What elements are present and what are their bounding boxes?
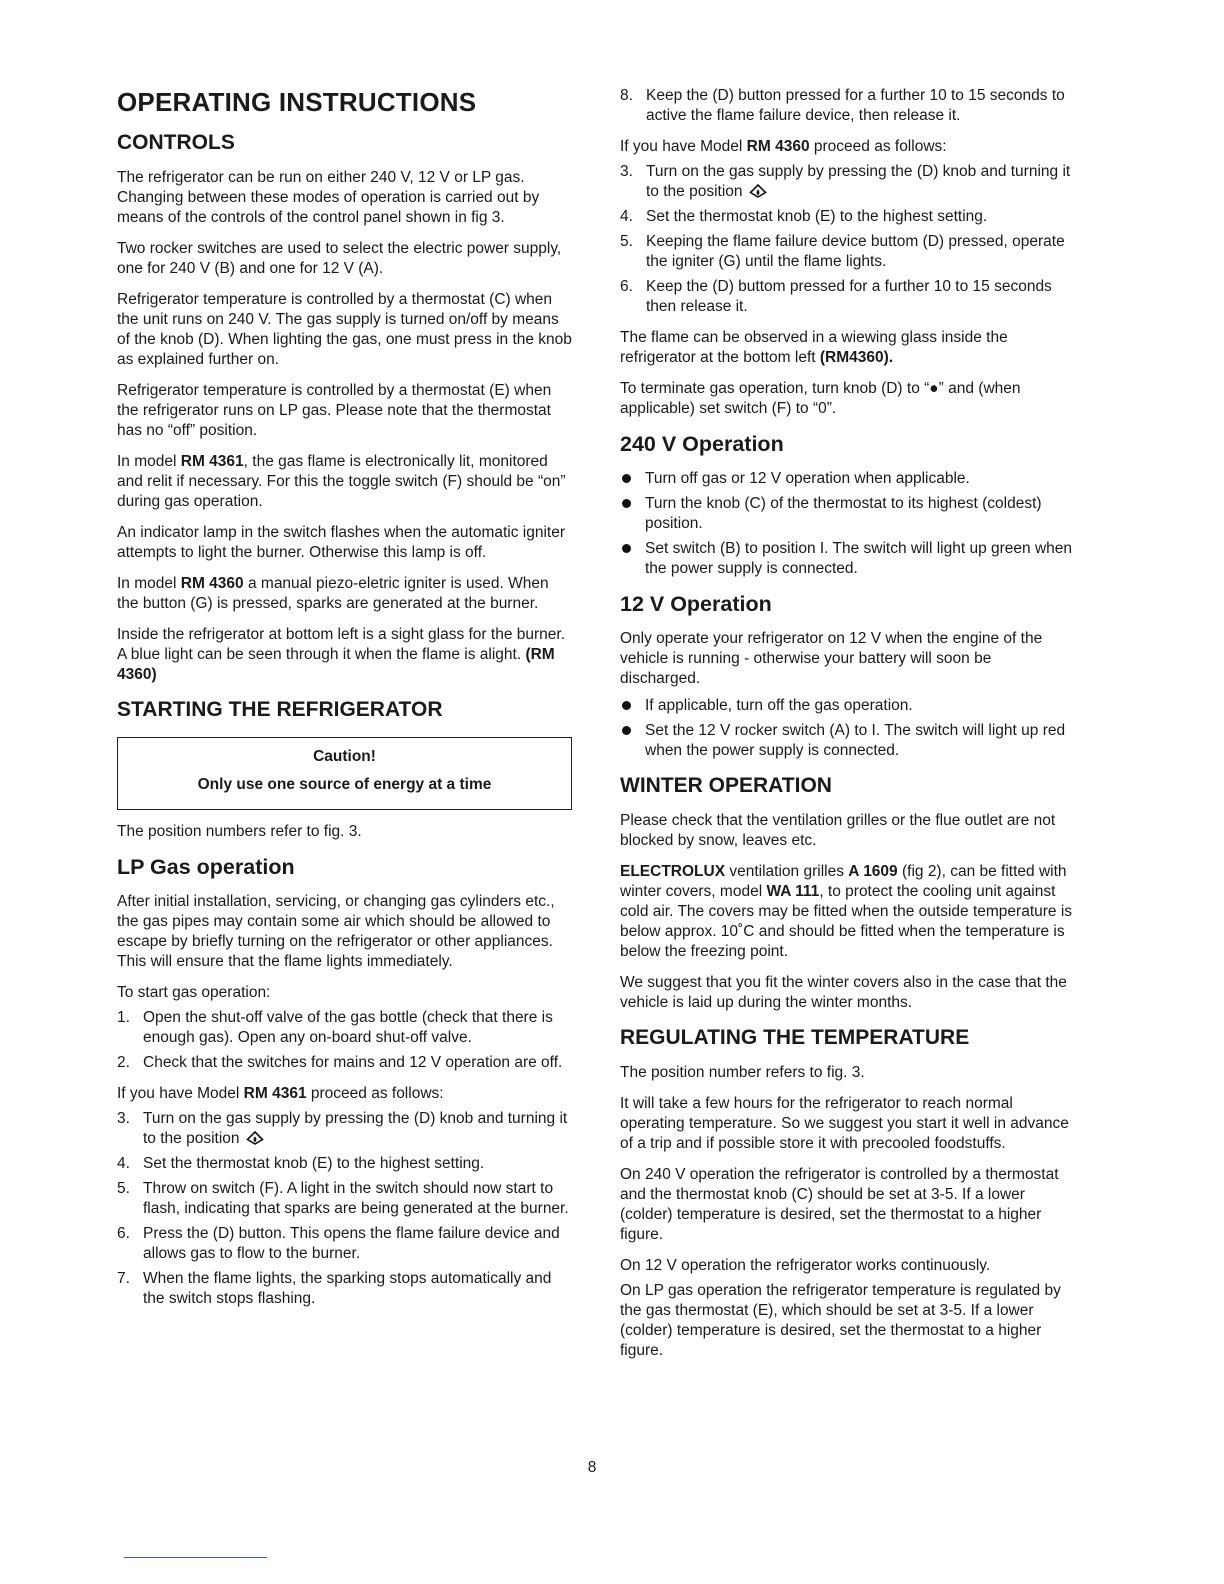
op-12v-heading: 12 V Operation xyxy=(620,592,772,616)
lp-gas-heading: LP Gas operation xyxy=(117,855,295,879)
flame-symbol-icon xyxy=(246,1131,264,1145)
list-item: 6. Press the (D) button. This opens the flame failure device and allows gas to flow to the burner. xyxy=(117,1225,560,1262)
list-item: Turn the knob (C) of the thermostat to its highest (coldest) position. xyxy=(620,494,1075,534)
page-number: 8 xyxy=(587,1459,597,1476)
lp-steps-list xyxy=(117,1008,572,1073)
controls-paragraph: Two rocker switches are used to select the electric power supply, one for 240 V (B) and one for 12 V (A). xyxy=(117,240,562,277)
winter-paragraph: ELECTROLUX ventilation grilles A 1609 (fig 2), can be fitted with winter covers, model WA 111, to protect the cooling unit against cold air. The covers may be fitted when the outside temperature is below approx. 10˚C and should be fitted when the temperature is below the freezing point. xyxy=(620,863,1073,960)
list-item: 3. Turn on the gas supply by pressing the (D) knob and turning it to the position xyxy=(117,1110,568,1147)
list-item: 7. When the flame lights, the sparking stops automatically and the switch stops flashing. xyxy=(117,1270,552,1307)
regulating-paragraph: It will take a few hours for the refrigerator to reach normal operating temperature. So we suggest you start it well in advance of a trip and if possible store it with precooled foodstuffs. xyxy=(620,1095,1069,1152)
caution-title: Caution! xyxy=(313,748,376,765)
op-240v-bullets xyxy=(620,469,1075,579)
controls-paragraph: In model RM 4360 a manual piezo-eletric igniter is used. When the button (G) is pressed, sparks are generated at the burner. xyxy=(117,575,549,612)
controls-paragraph: The refrigerator can be run on either 240 V, 12 V or LP gas. Changing between these modes of operation is carried out by means of the controls of the control panel shown in fig 3. xyxy=(117,169,540,226)
flame-symbol-icon xyxy=(749,184,767,198)
footer-rule xyxy=(124,1557,267,1558)
controls-paragraph: In model RM 4361, the gas flame is electronically lit, monitored and relit if necessary. For this the toggle switch (F) should be “on” during gas operation. xyxy=(117,453,566,510)
right-column xyxy=(620,86,1075,1372)
list-item: 6. Keep the (D) buttom pressed for a further 10 to 15 seconds then release it. xyxy=(620,278,1052,315)
starting-heading: STARTING THE REFRIGERATOR xyxy=(117,698,443,721)
regulating-paragraph: On 12 V operation the refrigerator works continuously. xyxy=(620,1257,991,1274)
regulating-paragraph: The position number refers to fig. 3. xyxy=(620,1064,865,1081)
list-item: 1. Open the shut-off valve of the gas bottle (check that there is enough gas). Open any on-board shut-off valve. xyxy=(117,1009,553,1046)
list-item: 3. Turn on the gas supply by pressing the (D) knob and turning it to the position xyxy=(620,163,1071,200)
model-4361-intro: If you have Model RM 4361 proceed as follows: xyxy=(117,1085,444,1102)
regulating-heading: REGULATING THE TEMPERATURE xyxy=(620,1026,970,1049)
op-240v-heading: 240 V Operation xyxy=(620,432,784,456)
winter-paragraph: We suggest that you fit the winter covers also in the case that the vehicle is laid up during the winter months. xyxy=(620,974,1067,1011)
list-item: Turn off gas or 12 V operation when applicable. xyxy=(620,469,1075,489)
regulating-paragraph: On 240 V operation the refrigerator is controlled by a thermostat and the thermostat knob (C) should be set at 3-5. If a lower (colder) temperature is desired, set the thermostat to a higher figure. xyxy=(620,1166,1059,1243)
list-item: 4. Set the thermostat knob (E) to the highest setting. xyxy=(117,1155,485,1172)
page-title: OPERATING INSTRUCTIONS xyxy=(117,87,477,117)
position-note: The position numbers refer to fig. 3. xyxy=(117,823,362,840)
rm4361-steps-continued xyxy=(620,86,1075,126)
winter-paragraph: Please check that the ventilation grilles or the flue outlet are not blocked by snow, leaves etc. xyxy=(620,812,1056,849)
op-12v-bullets xyxy=(620,696,1075,761)
list-item: Set the 12 V rocker switch (A) to I. The switch will light up red when the power supply is connected. xyxy=(620,721,1075,761)
lp-paragraph: After initial installation, servicing, or changing gas cylinders etc., the gas pipes may contain some air which should be allowed to escape by briefly turning on the refrigerator or other appliances. This will ensure that the flame lights immediately. xyxy=(117,893,555,970)
regulating-paragraph: On LP gas operation the refrigerator temperature is regulated by the gas thermostat (E), which should be set at 3-5. If a lower (colder) temperature is desired, set the thermostat to a higher figure. xyxy=(620,1282,1061,1359)
terminate-gas-note: To terminate gas operation, turn knob (D) to “●” and (when applicable) set switch (F) to “0”. xyxy=(620,380,1021,417)
list-item: 5. Throw on switch (F). A light in the switch should now start to flash, indicating that sparks are being generated at the burner. xyxy=(117,1180,569,1217)
list-item: Set switch (B) to position I. The switch will light up green when the power supply is connected. xyxy=(620,539,1075,579)
lp-paragraph: To start gas operation: xyxy=(117,984,271,1001)
list-item: 8. Keep the (D) button pressed for a further 10 to 15 seconds to active the flame failure device, then release it. xyxy=(620,87,1065,124)
list-item: If applicable, turn off the gas operation. xyxy=(620,696,1075,716)
controls-paragraph: Inside the refrigerator at bottom left is a sight glass for the burner. A blue light can be seen through it when the flame is alight. (RM 4360) xyxy=(117,626,566,683)
controls-paragraph: Refrigerator temperature is controlled by a thermostat (C) when the unit runs on 240 V. The gas supply is turned on/off by means of the knob (D). When lighting the gas, one must press in the knob as explained further on. xyxy=(117,291,572,368)
flame-observation-note: The flame can be observed in a wiewing glass inside the refrigerator at the bottom left (RM4360). xyxy=(620,329,1008,366)
winter-heading: WINTER OPERATION xyxy=(620,774,832,797)
controls-paragraph: An indicator lamp in the switch flashes when the automatic igniter attempts to light the burner. Otherwise this lamp is off. xyxy=(117,524,566,561)
rm4361-steps-list xyxy=(117,1109,572,1309)
list-item: 2. Check that the switches for mains and 12 V operation are off. xyxy=(117,1054,563,1071)
left-column xyxy=(117,86,572,1320)
list-item: 5. Keeping the flame failure device buttom (D) pressed, operate the igniter (G) until the flame lights. xyxy=(620,233,1065,270)
list-item: 4. Set the thermostat knob (E) to the highest setting. xyxy=(620,208,988,225)
caution-box xyxy=(117,737,572,810)
controls-heading: CONTROLS xyxy=(117,131,235,154)
model-4360-intro: If you have Model RM 4360 proceed as follows: xyxy=(620,138,947,155)
controls-paragraph: Refrigerator temperature is controlled by a thermostat (E) when the refrigerator runs on LP gas. Please note that the thermostat has no “off” position. xyxy=(117,382,552,439)
caution-text: Only use one source of energy at a time xyxy=(197,776,492,793)
op-12v-paragraph: Only operate your refrigerator on 12 V when the engine of the vehicle is running - otherwise your battery will soon be discharged. xyxy=(620,630,1043,687)
rm4360-steps-list xyxy=(620,162,1075,317)
